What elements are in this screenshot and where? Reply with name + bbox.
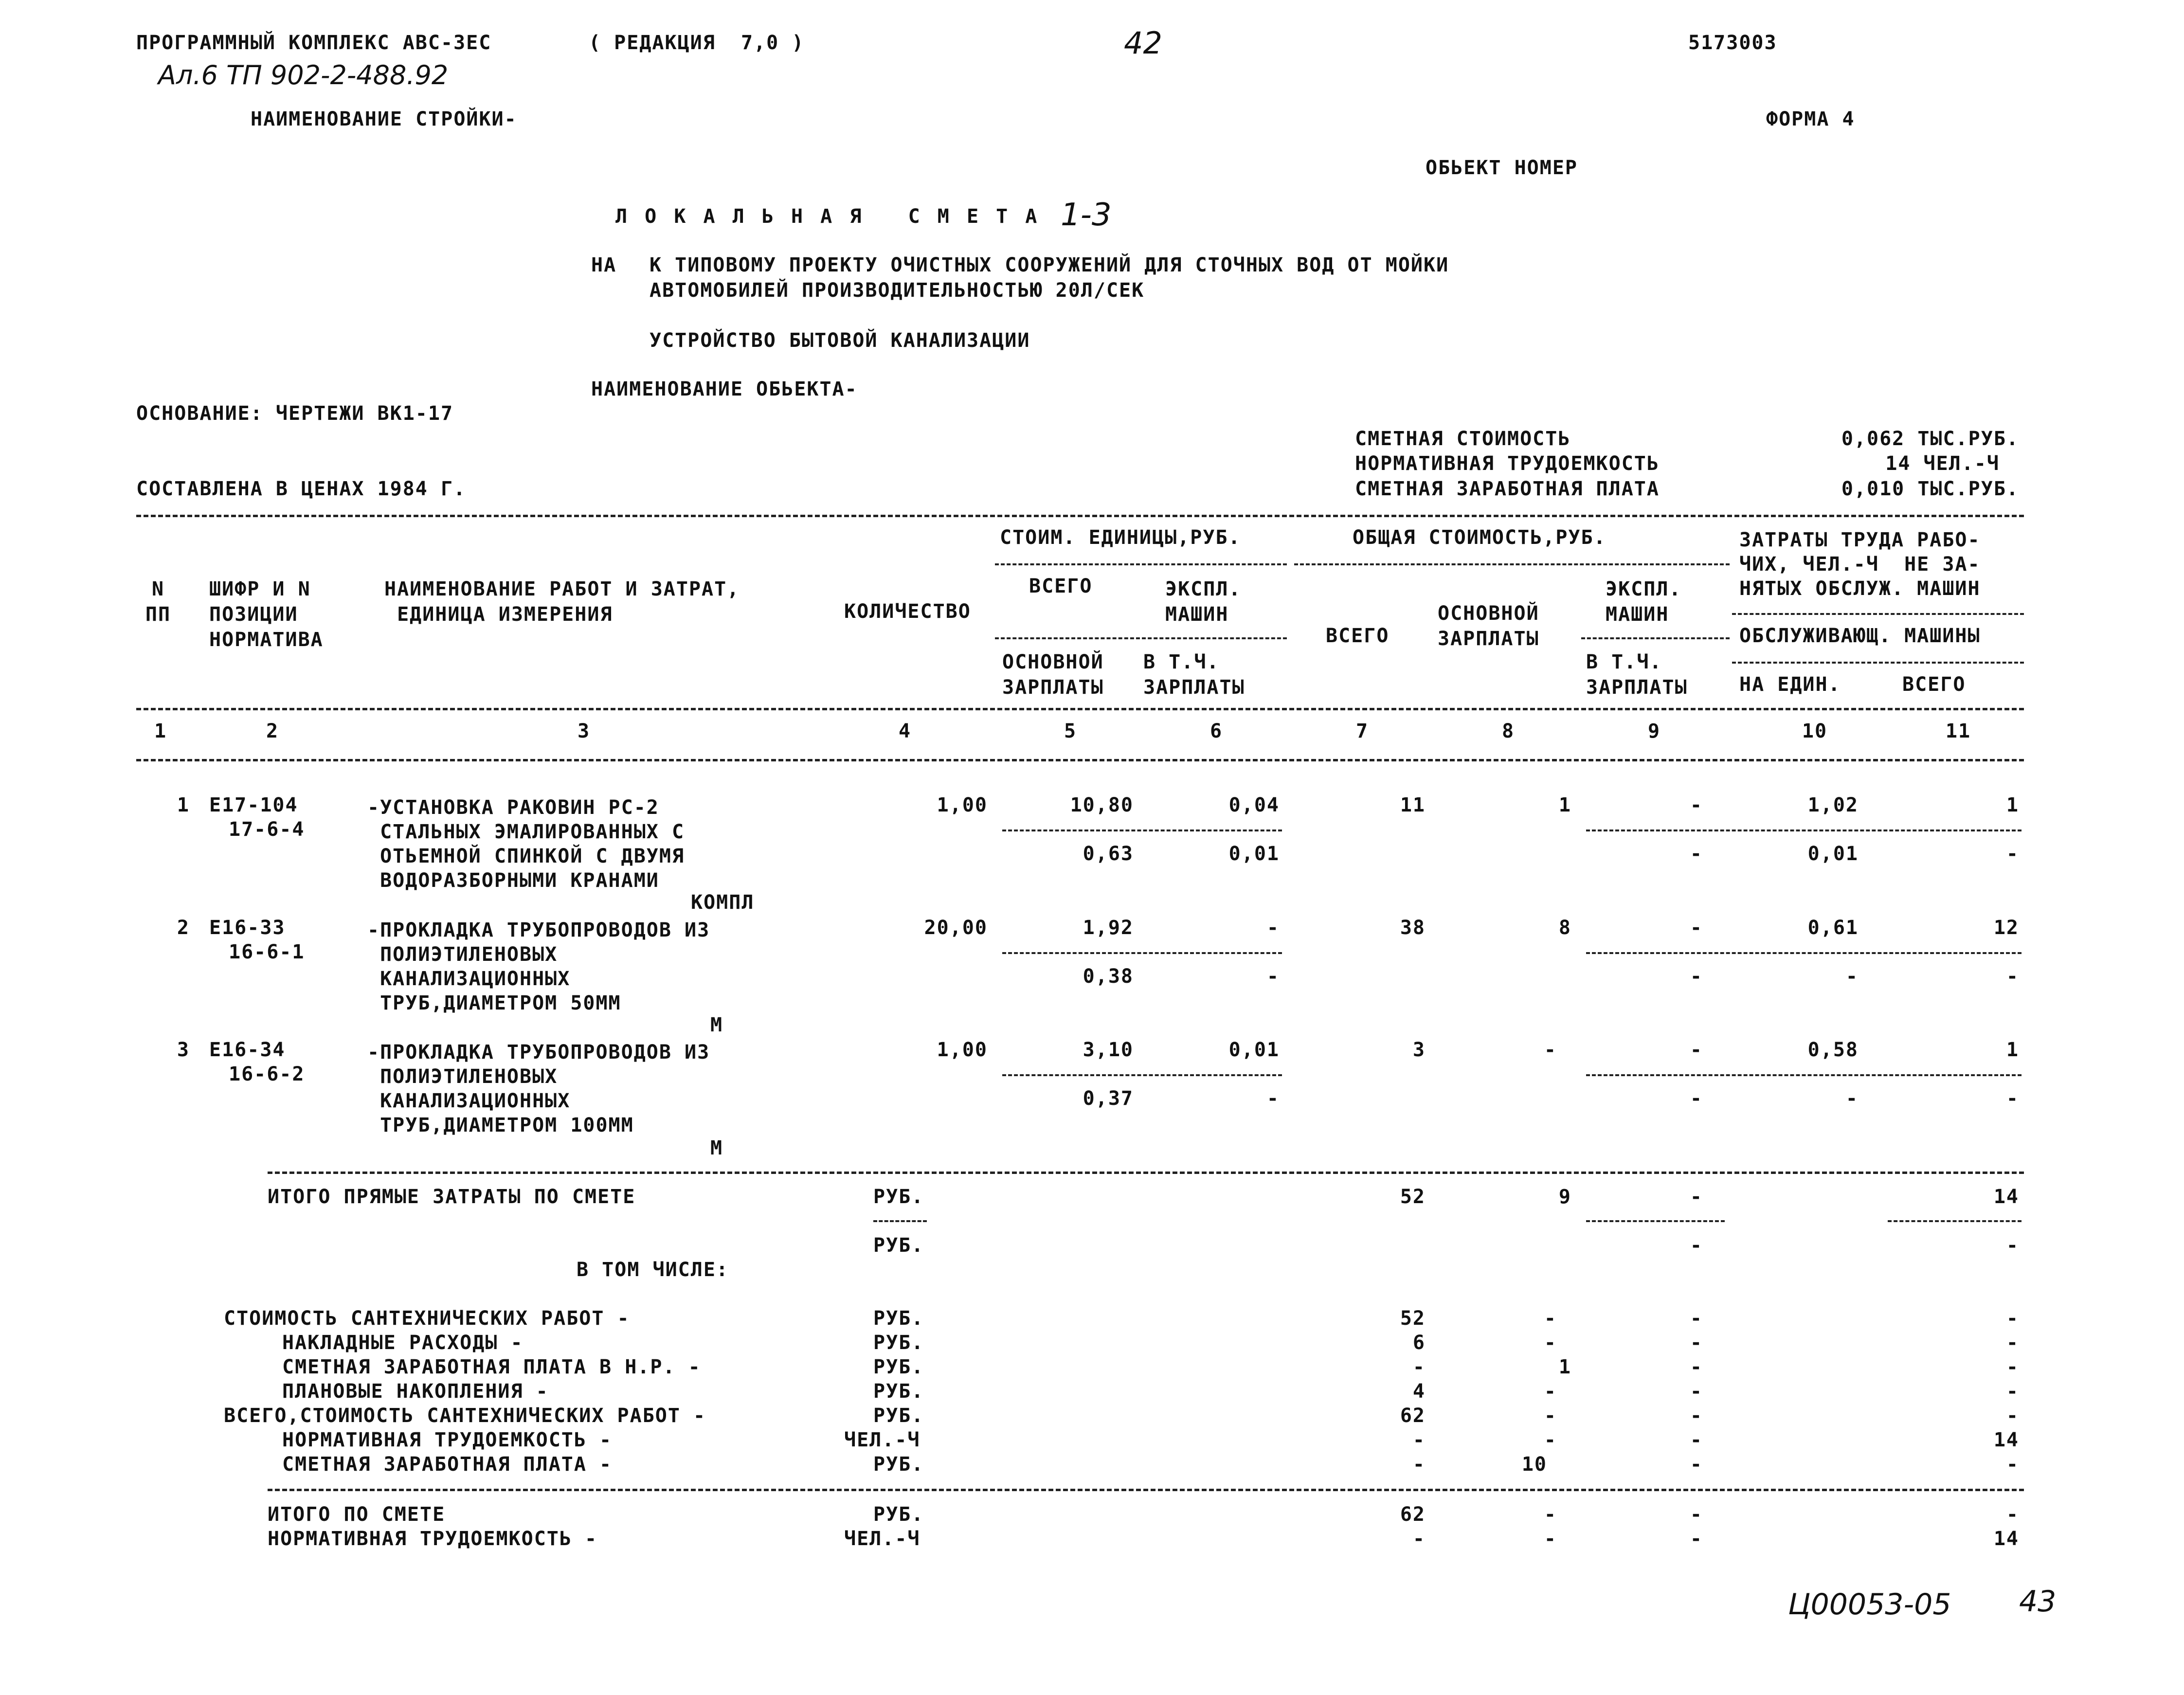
cell-total-wage: - xyxy=(1544,1405,1557,1427)
rule xyxy=(136,708,2024,710)
cell-unit-wage: 0,63 xyxy=(1083,843,1134,865)
page-number-handwritten: 42 xyxy=(1124,25,1162,61)
cell-unit-total: 3,10 xyxy=(1083,1039,1134,1061)
including-label: В ТОМ ЧИСЛЕ: xyxy=(577,1259,729,1281)
col-header-total-wage: ОСНОВНОЙ ЗАРПЛАТЫ xyxy=(1438,602,1539,650)
rule xyxy=(1586,952,2022,954)
cell-total-wage: 9 xyxy=(1558,1186,1571,1208)
row-number: 3 xyxy=(177,1039,190,1061)
col-number: 6 xyxy=(1209,720,1223,742)
col-number: 5 xyxy=(1064,720,1077,742)
edition: ( РЕДАКЦИЯ 7,0 ) xyxy=(589,32,805,54)
cell-total: 62 xyxy=(1400,1503,1426,1526)
col-number: 9 xyxy=(1647,720,1661,742)
row-code-2: 16-6-1 xyxy=(229,941,305,963)
cell-total: 4 xyxy=(1412,1380,1426,1403)
cell-labor-total: - xyxy=(2006,1380,2019,1403)
col-header-total-cost: ОБЩАЯ СТОИМОСТЬ,РУБ. xyxy=(1353,526,1606,549)
cell-total-mach: - xyxy=(1690,1453,1703,1476)
col-number: 1 xyxy=(154,720,167,742)
cell-total-mach: - xyxy=(1690,794,1703,816)
row-code: Е16-33 xyxy=(209,917,286,939)
item-label: НОРМАТИВНАЯ ТРУДОЕМКОСТЬ - xyxy=(282,1429,613,1451)
cell-labor-unit-2: - xyxy=(1845,965,1859,988)
cell-labor-total: - xyxy=(2006,1307,2019,1330)
cell-unit-total: 10,80 xyxy=(1070,794,1134,816)
col-number: 7 xyxy=(1355,720,1369,742)
price-basis: СОСТАВЛЕНА В ЦЕНАХ 1984 Г. xyxy=(136,478,467,500)
row-number: 2 xyxy=(177,917,190,939)
cell-labor-total-2: - xyxy=(2006,1234,2019,1257)
col-header-unit-wage: ОСНОВНОЙ ЗАРПЛАТЫ xyxy=(1002,651,1104,699)
item-label: НАКЛАДНЫЕ РАСХОДЫ - xyxy=(282,1332,523,1354)
col-number: 8 xyxy=(1501,720,1515,742)
col-header-qty: КОЛИЧЕСТВО xyxy=(844,600,971,623)
document-code: 5173003 xyxy=(1688,32,1777,54)
row-code: Е17-104 xyxy=(209,794,298,816)
cell-total-wage: - xyxy=(1544,1307,1557,1330)
cell-total: - xyxy=(1412,1528,1426,1550)
cell-total-mach: - xyxy=(1690,1332,1703,1354)
cell-labor-unit: 0,61 xyxy=(1807,917,1859,939)
rule xyxy=(1732,662,2024,664)
page-title: Л О К А Л Ь Н А Я С М Е Т А xyxy=(615,205,1040,228)
row-code-2: 17-6-4 xyxy=(229,818,305,841)
cell-total: 3 xyxy=(1412,1039,1426,1061)
summary-label: НОРМАТИВНАЯ ТРУДОЕМКОСТЬ xyxy=(1355,452,1660,475)
cell-total-wage: 1 xyxy=(1558,1356,1571,1378)
rule xyxy=(136,515,2024,517)
object-name-label: НАИМЕНОВАНИЕ ОБЬЕКТА- xyxy=(591,378,858,400)
col-header-unit-mach: ЭКСПЛ. МАШИН xyxy=(1165,578,1242,626)
cell-total-mach: - xyxy=(1690,1503,1703,1526)
col-header-labor-total: ВСЕГО xyxy=(1902,673,1966,696)
stroika-label: НАИМЕНОВАНИЕ СТРОЙКИ- xyxy=(251,108,517,130)
col-header-total-mwage: В Т.Ч. ЗАРПЛАТЫ xyxy=(1586,651,1688,699)
document-number-handwritten: Ц00053-05 xyxy=(1788,1587,1951,1622)
item-unit: РУБ. xyxy=(873,1307,924,1330)
cell-total-wage: 10 xyxy=(1521,1453,1547,1476)
rule xyxy=(1586,829,2022,831)
item-unit: РУБ. xyxy=(873,1380,924,1403)
cell-total-mach: - xyxy=(1690,1528,1703,1550)
cell-total: 38 xyxy=(1400,917,1426,939)
cell-total: 6 xyxy=(1412,1332,1426,1354)
col-header-unit-total: ВСЕГО xyxy=(1029,575,1093,597)
cell-unit-wage: 0,38 xyxy=(1083,965,1134,988)
item-label: ПЛАНОВЫЕ НАКОПЛЕНИЯ - xyxy=(282,1380,549,1403)
cell-unit-mach: - xyxy=(1266,917,1280,939)
rule xyxy=(1581,637,1730,639)
cell-labor-total-2: - xyxy=(2006,843,2019,865)
item-unit: РУБ. xyxy=(873,1332,924,1354)
item-unit: ЧЕЛ.-Ч xyxy=(844,1528,921,1550)
subject-line-1: К ТИПОВОМУ ПРОЕКТУ ОЧИСТНЫХ СООРУЖЕНИЙ ДЛЯ СТОЧНЫХ ВОД ОТ МОЙКИ xyxy=(650,254,1449,276)
cell-labor-total: - xyxy=(2006,1453,2019,1476)
rule xyxy=(268,1489,2024,1491)
rule xyxy=(873,1220,927,1222)
album-note-handwritten: Ал.6 ТП 902-2-488.92 xyxy=(158,60,449,90)
cell-total-mach: - xyxy=(1690,1429,1703,1451)
cell-total-mwage: - xyxy=(1690,965,1703,988)
col-number: 10 xyxy=(1802,720,1828,742)
rule xyxy=(1002,829,1282,831)
rule xyxy=(1732,613,2024,615)
work-title: УСТРОЙСТВО БЫТОВОЙ КАНАЛИЗАЦИИ xyxy=(650,329,1030,352)
cell-total-mach: - xyxy=(1690,917,1703,939)
cell-total-wage: 8 xyxy=(1558,917,1571,939)
col-header-total-mach: ЭКСПЛ. МАШИН xyxy=(1606,578,1682,626)
program-name: ПРОГРАММНЫЙ КОМПЛЕКС АВС-3ЕС xyxy=(136,32,492,54)
col-header-total: ВСЕГО xyxy=(1326,625,1390,647)
rule xyxy=(1586,1220,1725,1222)
cell-labor-unit: 1,02 xyxy=(1807,794,1859,816)
cell-unit-wage: 0,37 xyxy=(1083,1087,1134,1110)
row-number: 1 xyxy=(177,794,190,816)
cell-unit-mach: 0,01 xyxy=(1228,1039,1280,1061)
cell-labor-total: - xyxy=(2006,1405,2019,1427)
cell-labor-total: - xyxy=(2006,1503,2019,1526)
cell-unit-total: 1,92 xyxy=(1083,917,1134,939)
row-code-2: 16-6-2 xyxy=(229,1063,305,1085)
cell-labor-total: - xyxy=(2006,1332,2019,1354)
cell-labor-total: - xyxy=(2006,1356,2019,1378)
rule xyxy=(1586,1074,2022,1076)
cell-total-wage: - xyxy=(1544,1429,1557,1451)
forma-label: ФОРМА 4 xyxy=(1766,108,1855,130)
row-code: Е16-34 xyxy=(209,1039,286,1061)
cell-total-wage: 1 xyxy=(1558,794,1571,816)
object-number-label: ОБЬЕКТ НОМЕР xyxy=(1426,157,1578,179)
rule xyxy=(1294,563,1730,565)
cell-total-wage: - xyxy=(1544,1039,1557,1061)
title-number-handwritten: 1-3 xyxy=(1061,197,1112,233)
cell-labor-total: 1 xyxy=(2006,1039,2019,1061)
col-header-labor: ЗАТРАТЫ ТРУДА РАБО- ЧИХ, ЧЕЛ.-Ч НЕ ЗА- НЯТЫХ ОБСЛУЖ. МАШИН xyxy=(1739,529,1981,600)
cell-qty: 1,00 xyxy=(937,1039,988,1061)
item-label: СМЕТНАЯ ЗАРАБОТНАЯ ПЛАТА - xyxy=(282,1453,613,1476)
cell-labor-total-2: - xyxy=(2006,965,2019,988)
item-label: НОРМАТИВНАЯ ТРУДОЕМКОСТЬ - xyxy=(268,1528,598,1550)
row-unit: КОМПЛ xyxy=(691,891,755,914)
cell-total-mwage: - xyxy=(1690,843,1703,865)
col-header-n: N ПП xyxy=(145,578,171,626)
item-unit: РУБ. xyxy=(873,1453,924,1476)
col-header-labor-machines: ОБСЛУЖИВАЮЩ. МАШИНЫ xyxy=(1739,625,1981,647)
item-unit: РУБ. xyxy=(873,1503,924,1526)
total-unit: РУБ. xyxy=(873,1234,924,1257)
cell-labor-total: 14 xyxy=(1993,1528,2019,1550)
item-unit: РУБ. xyxy=(873,1356,924,1378)
na-label: НА xyxy=(591,254,617,276)
item-unit: ЧЕЛ.-Ч xyxy=(844,1429,921,1451)
cell-total-wage: - xyxy=(1544,1380,1557,1403)
col-number: 11 xyxy=(1945,720,1971,742)
cell-labor-total: 1 xyxy=(2006,794,2019,816)
rule xyxy=(268,1172,2024,1174)
cell-total-mach: - xyxy=(1690,1405,1703,1427)
cell-total: 52 xyxy=(1400,1186,1426,1208)
cell-total: - xyxy=(1412,1429,1426,1451)
col-header-unit-cost: СТОИМ. ЕДИНИЦЫ,РУБ. xyxy=(1000,526,1241,549)
col-header-code: ШИФР И N ПОЗИЦИИ НОРМАТИВА xyxy=(209,578,324,651)
subject-line-2: АВТОМОБИЛЕЙ ПРОИЗВОДИТЕЛЬНОСТЬЮ 20Л/СЕК xyxy=(650,279,1145,302)
cell-labor-unit: 0,58 xyxy=(1807,1039,1859,1061)
cell-total-mwage: - xyxy=(1690,1234,1703,1257)
summary-label: СМЕТНАЯ СТОИМОСТЬ xyxy=(1355,428,1571,450)
basis: ОСНОВАНИЕ: ЧЕРТЕЖИ ВК1-17 xyxy=(136,402,454,425)
cell-total-mach: - xyxy=(1690,1380,1703,1403)
cell-total: 11 xyxy=(1400,794,1426,816)
summary-value: 14 ЧЕЛ.-Ч xyxy=(1885,452,2000,475)
cell-total-mach: - xyxy=(1690,1307,1703,1330)
row-name: -УСТАНОВКА РАКОВИН РС-2 СТАЛЬНЫХ ЭМАЛИРОВАННЫХ С ОТЬЕМНОЙ СПИНКОЙ С ДВУМЯ ВОДОРАЗБОРНЫМИ КРАНАМИ xyxy=(367,796,685,892)
rule xyxy=(1002,952,1282,954)
col-header-labor-unit: НА ЕДИН. xyxy=(1739,673,1841,696)
row-name: -ПРОКЛАДКА ТРУБОПРОВОДОВ ИЗ ПОЛИЭТИЛЕНОВЫХ КАНАЛИЗАЦИОННЫХ ТРУБ,ДИАМЕТРОМ 100ММ xyxy=(367,1041,710,1136)
summary-label: СМЕТНАЯ ЗАРАБОТНАЯ ПЛАТА xyxy=(1355,478,1660,500)
cell-labor-total: 14 xyxy=(1993,1429,2019,1451)
total-unit: РУБ. xyxy=(873,1186,924,1208)
col-header-name: НАИМЕНОВАНИЕ РАБОТ И ЗАТРАТ, ЕДИНИЦА ИЗМЕРЕНИЯ xyxy=(384,578,740,626)
cell-labor-unit-2: 0,01 xyxy=(1807,843,1859,865)
cell-qty: 20,00 xyxy=(924,917,988,939)
page-number-handwritten: 43 xyxy=(2019,1585,2057,1619)
cell-total-mwage: - xyxy=(1690,1087,1703,1110)
cell-labor-total-2: - xyxy=(2006,1087,2019,1110)
item-label: СТОИМОСТЬ САНТЕХНИЧЕСКИХ РАБОТ - xyxy=(224,1307,630,1330)
cell-total-mach: - xyxy=(1690,1186,1703,1208)
cell-total: - xyxy=(1412,1356,1426,1378)
item-label: ИТОГО ПО СМЕТЕ xyxy=(268,1503,446,1526)
cell-labor-total: 12 xyxy=(1993,917,2019,939)
col-number: 3 xyxy=(577,720,591,742)
row-name: -ПРОКЛАДКА ТРУБОПРОВОДОВ ИЗ ПОЛИЭТИЛЕНОВЫХ КАНАЛИЗАЦИОННЫХ ТРУБ,ДИАМЕТРОМ 50ММ xyxy=(367,919,710,1014)
row-unit: М xyxy=(710,1014,723,1036)
item-unit: РУБ. xyxy=(873,1405,924,1427)
cell-total: 62 xyxy=(1400,1405,1426,1427)
row-unit: М xyxy=(710,1137,723,1159)
cell-total-mach: - xyxy=(1690,1356,1703,1378)
cell-qty: 1,00 xyxy=(937,794,988,816)
cell-total-mach: - xyxy=(1690,1039,1703,1061)
rule xyxy=(1002,1074,1282,1076)
cell-total: - xyxy=(1412,1453,1426,1476)
cell-unit-mwage: - xyxy=(1266,965,1280,988)
item-label: ВСЕГО,СТОИМОСТЬ САНТЕХНИЧЕСКИХ РАБОТ - xyxy=(224,1405,706,1427)
rule xyxy=(1888,1220,2022,1222)
cell-unit-mwage: 0,01 xyxy=(1228,843,1280,865)
cell-total-wage: - xyxy=(1544,1528,1557,1550)
cell-total-wage: - xyxy=(1544,1503,1557,1526)
cell-unit-mach: 0,04 xyxy=(1228,794,1280,816)
rule xyxy=(136,759,2024,761)
summary-value: 0,010 ТЫС.РУБ. xyxy=(1841,478,2019,500)
rule xyxy=(995,637,1287,639)
col-header-unit-mwage: В Т.Ч. ЗАРПЛАТЫ xyxy=(1143,651,1245,699)
cell-labor-total: 14 xyxy=(1993,1186,2019,1208)
col-number: 4 xyxy=(898,720,912,742)
rule xyxy=(995,563,1287,565)
col-number: 2 xyxy=(266,720,279,742)
summary-value: 0,062 ТЫС.РУБ. xyxy=(1841,428,2019,450)
cell-total: 52 xyxy=(1400,1307,1426,1330)
total-label: ИТОГО ПРЯМЫЕ ЗАТРАТЫ ПО СМЕТЕ xyxy=(268,1186,636,1208)
cell-total-wage: - xyxy=(1544,1332,1557,1354)
item-label: СМЕТНАЯ ЗАРАБОТНАЯ ПЛАТА В Н.Р. - xyxy=(282,1356,701,1378)
cell-unit-mwage: - xyxy=(1266,1087,1280,1110)
cell-labor-unit-2: - xyxy=(1845,1087,1859,1110)
